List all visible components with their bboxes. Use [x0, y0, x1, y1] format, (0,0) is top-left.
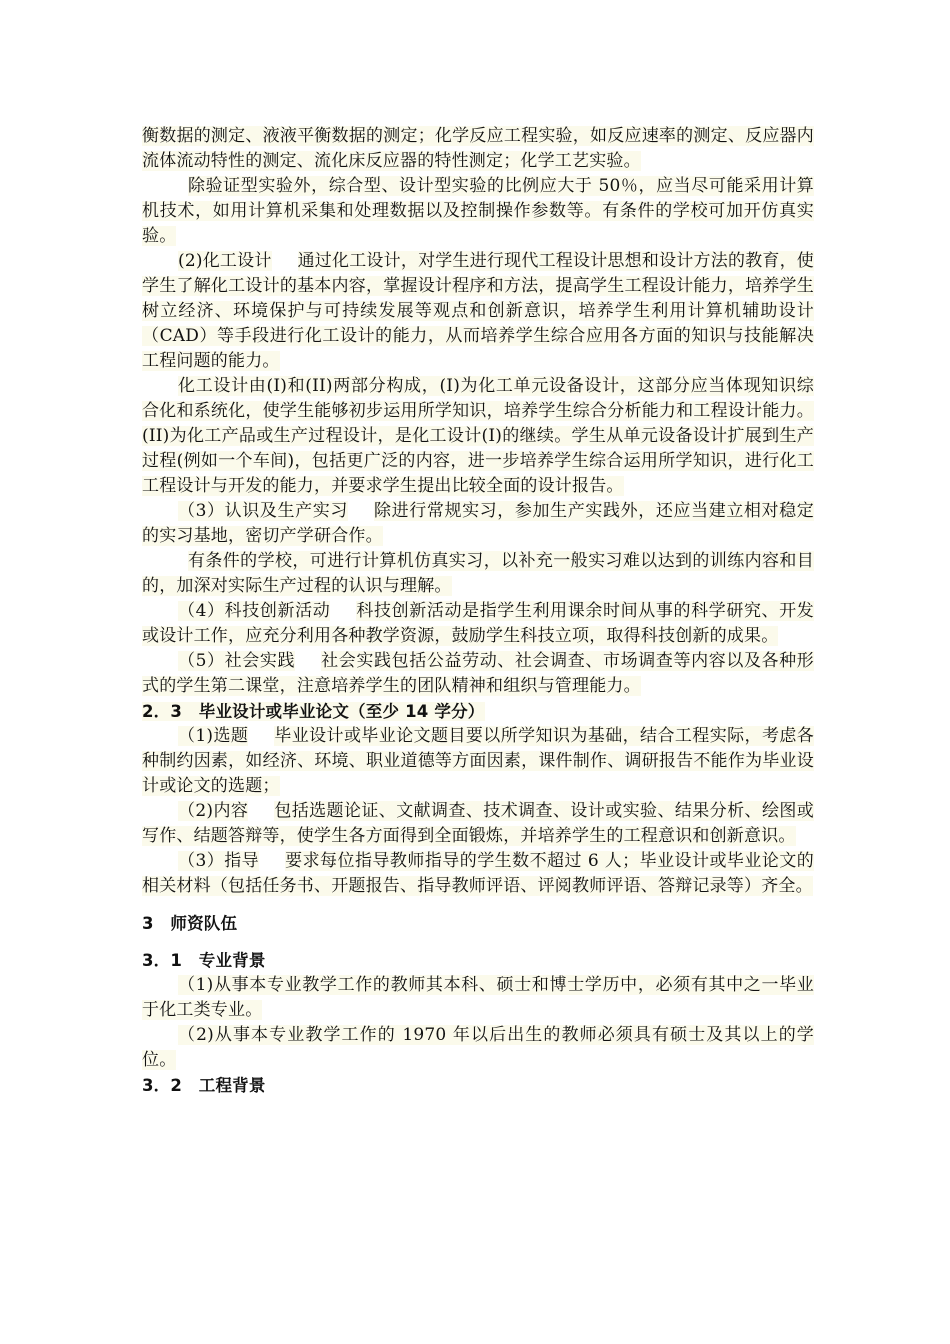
section-heading-3-1	[142, 948, 814, 973]
spacer	[142, 936, 814, 948]
paragraph-text: 要求每位指导教师指导的学生数不超过 6 人；毕业设计或毕业论文的相关材料（包括任务书、开题报告、指导教师评语、评阅教师评语、答辩记录等）齐全。	[142, 851, 814, 896]
paragraph	[142, 124, 814, 174]
paragraph-text: 包括选题论证、文献调查、技术调查、设计或实验、结果分析、绘图或写作、结题答辩等，使学生各方面得到全面锻炼，并培养学生的工程意识和创新意识。	[142, 801, 814, 846]
paragraph-text: 通过化工设计，对学生进行现代工程设计思想和设计方法的教育，使学生了解化工设计的基本内容，掌握设计程序和方法，提高学生工程设计能力，培养学生树立经济、环境保护与可持续发展等观点和创新意识，培养学生利用计算机辅助设计（CAD）等手段进行化工设计的能力，从而培养学生综合应用各方面的知识与技能解决工程问题的能力。	[142, 251, 815, 371]
paragraph-label: (2)化工设计	[178, 251, 272, 271]
paragraph-text: 科技创新活动是指学生利用课余时间从事的科学研究、开发或设计工作，应充分利用各种教学资源，鼓励学生科技立项，取得科技创新的成果。	[142, 601, 814, 646]
paragraph	[142, 973, 814, 1023]
paragraph	[142, 849, 814, 899]
heading-text: 2．3 毕业设计或毕业论文（至少 14 学分）	[142, 702, 485, 721]
paragraph-text: 毕业设计或毕业论文题目要以所学知识为基础，结合工程实际，考虑各种制约因素，如经济、环境、职业道德等方面因素，课件制作、调研报告不能作为毕业设计或论文的选题；	[142, 726, 814, 796]
paragraph	[142, 374, 814, 499]
paragraph	[142, 174, 814, 249]
paragraph-text: 除验证型实验外，综合型、设计型实验的比例应大于 50％，应当尽可能采用计算机技术，如用计算机采集和处理数据以及控制操作参数等。有条件的学校可加开仿真实验。	[142, 176, 814, 246]
paragraph	[142, 724, 814, 799]
chapter-heading-3	[142, 911, 814, 936]
heading-text: 3 师资队伍	[142, 914, 238, 933]
section-heading-3-2	[142, 1073, 814, 1098]
document-body	[142, 124, 814, 1098]
section-heading-2-3	[142, 699, 814, 724]
paragraph-text: 化工设计由(I)和(II)两部分构成，(I)为化工单元设备设计，这部分应当体现知识综合化和系统化，使学生能够初步运用所学知识，培养学生综合分析能力和工程设计能力。(II)为化工产品或生产过程设计，是化工设计(I)的继续。学生从单元设备设计扩展到生产过程(例如一个车间)，包括更广泛的内容，进一步培养学生综合运用所学知识，进行化工工程设计与开发的能力，并要求学生提出比较全面的设计报告。	[142, 376, 814, 496]
paragraph	[142, 249, 814, 374]
paragraph-text: （1)从事本专业教学工作的教师其本科、硕士和博士学历中，必须有其中之一毕业于化工类专业。	[142, 975, 814, 1020]
paragraph-text: （2)从事本专业教学工作的 1970 年以后出生的教师必须具有硕士及其以上的学位。	[142, 1025, 814, 1070]
paragraph-text: 除进行常规实习，参加生产实践外，还应当建立相对稳定的实习基地，密切产学研合作。	[142, 501, 814, 546]
paragraph-label: （3）指导	[178, 851, 260, 871]
paragraph-text: 社会实践包括公益劳动、社会调查、市场调查等内容以及各种形式的学生第二课堂，注意培养学生的团队精神和组织与管理能力。	[142, 651, 814, 696]
paragraph	[142, 649, 814, 699]
paragraph-text: 有条件的学校，可进行计算机仿真实习，以补充一般实习难以达到的训练内容和目的，加深对实际生产过程的认识与理解。	[142, 551, 814, 596]
paragraph-label: （1)选题	[178, 726, 249, 746]
paragraph-label: （4）科技创新活动	[178, 601, 331, 621]
paragraph	[142, 1023, 814, 1073]
paragraph-label: （2)内容	[178, 801, 249, 821]
paragraph	[142, 799, 814, 849]
heading-text: 3．1 专业背景	[142, 951, 266, 970]
paragraph-label: （5）社会实践	[178, 651, 296, 671]
paragraph-label: （3）认识及生产实习	[178, 501, 348, 521]
heading-text: 3．2 工程背景	[142, 1076, 266, 1095]
spacer	[142, 899, 814, 911]
paragraph	[142, 549, 814, 599]
paragraph-text: 衡数据的测定、液液平衡数据的测定；化学反应工程实验，如反应速率的测定、反应器内流体流动特性的测定、流化床反应器的特性测定；化学工艺实验。	[142, 126, 814, 171]
paragraph	[142, 499, 814, 549]
paragraph	[142, 599, 814, 649]
